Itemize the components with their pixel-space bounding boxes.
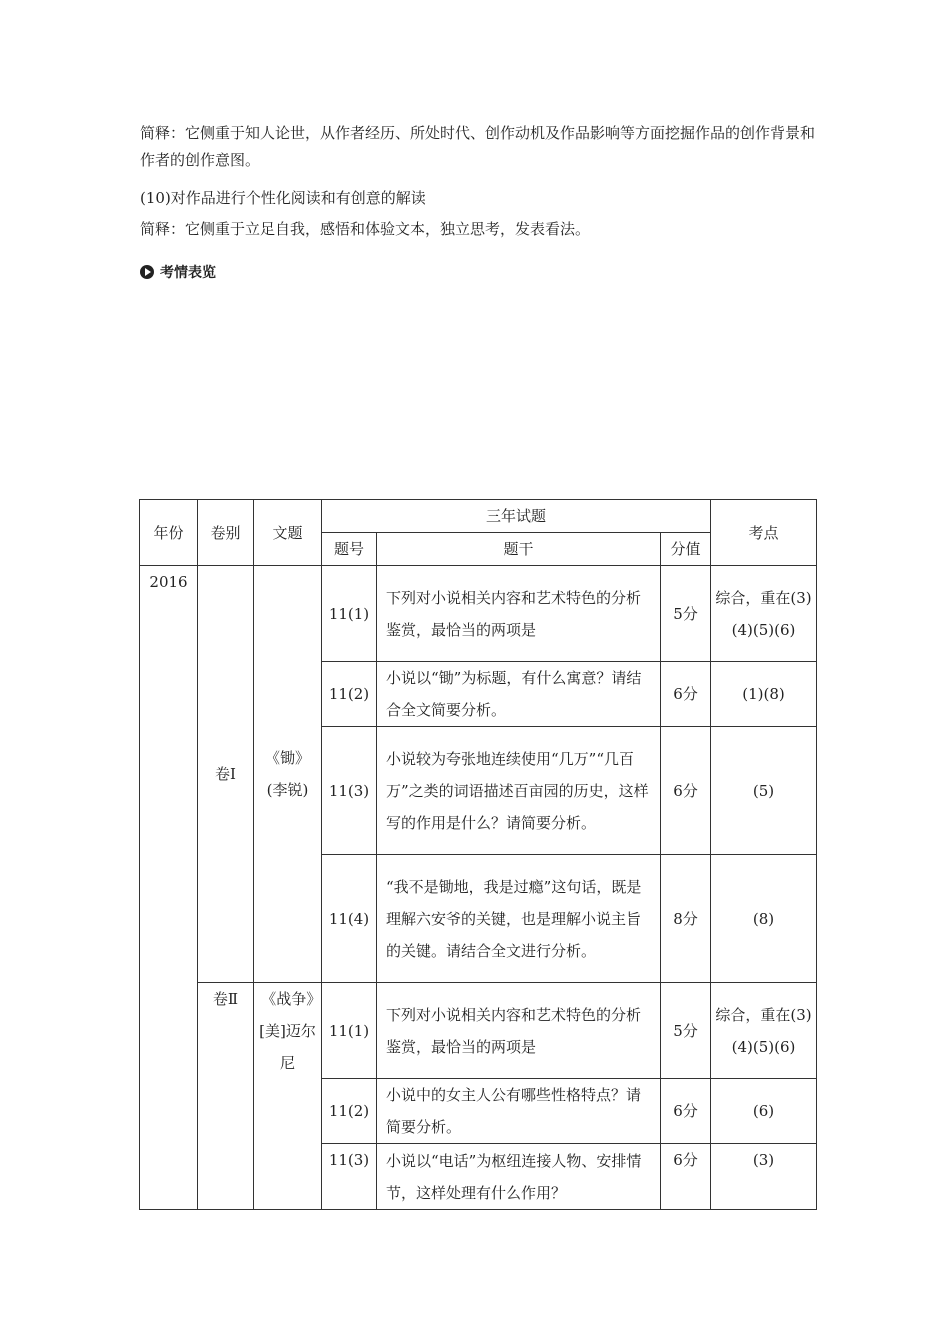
header-qnum: 题号 bbox=[322, 533, 377, 566]
stem-cell: 下列对小说相关内容和艺术特色的分析鉴赏，最恰当的两项是 bbox=[377, 983, 661, 1079]
stem-cell: “我不是锄地，我是过瘾”这句话，既是理解六安爷的关键，也是理解小说主旨的关键。请结合全文进行分析。 bbox=[377, 855, 661, 983]
intro-paragraph-1: 简释：它侧重于知人论世，从作者经历、所处时代、创作动机及作品影响等方面挖掘作品的创作背景和作者的创作意图。 bbox=[140, 124, 816, 169]
point-cell: (3) bbox=[711, 1144, 817, 1210]
header-stem: 题干 bbox=[377, 533, 661, 566]
qnum-cell: 11(3) bbox=[322, 1144, 377, 1210]
qnum-cell: 11(1) bbox=[322, 566, 377, 662]
score-cell: 6分 bbox=[661, 727, 711, 855]
intro-item-10: (10)对作品进行个性化阅读和有创意的解读 bbox=[140, 189, 426, 207]
qnum-cell: 11(2) bbox=[322, 662, 377, 727]
score-cell: 5分 bbox=[661, 566, 711, 662]
point-cell: 综合，重在(3)(4)(5)(6) bbox=[711, 983, 817, 1079]
stem-cell: 小说以“电话”为枢纽连接人物、安排情节，这样处理有什么作用？ bbox=[377, 1144, 661, 1210]
play-circle-icon bbox=[140, 265, 154, 279]
point-cell: (6) bbox=[711, 1079, 817, 1144]
text-title-cell: 《战争》[美]迈尔尼 bbox=[254, 983, 322, 1210]
score-cell: 6分 bbox=[661, 662, 711, 727]
exam-table bbox=[139, 499, 817, 1210]
stem-cell: 小说中的女主人公有哪些性格特点？请简要分析。 bbox=[377, 1079, 661, 1144]
qnum-cell: 11(2) bbox=[322, 1079, 377, 1144]
qnum-cell: 11(3) bbox=[322, 727, 377, 855]
text-title-cell: 《锄》(李锐) bbox=[254, 566, 322, 983]
point-cell: (8) bbox=[711, 855, 817, 983]
volume-cell: 卷Ⅰ bbox=[198, 566, 254, 983]
point-cell: 综合，重在(3)(4)(5)(6) bbox=[711, 566, 817, 662]
score-cell: 5分 bbox=[661, 983, 711, 1079]
score-cell: 8分 bbox=[661, 855, 711, 983]
point-cell: (5) bbox=[711, 727, 817, 855]
stem-cell: 下列对小说相关内容和艺术特色的分析鉴赏，最恰当的两项是 bbox=[377, 566, 661, 662]
score-cell: 6分 bbox=[661, 1144, 711, 1210]
header-volume: 卷别 bbox=[198, 500, 254, 566]
stem-cell: 小说以“锄”为标题，有什么寓意？请结合全文简要分析。 bbox=[377, 662, 661, 727]
header-text: 文题 bbox=[254, 500, 322, 566]
intro-paragraph-2: 简释：它侧重于立足自我，感悟和体验文本，独立思考，发表看法。 bbox=[140, 220, 591, 238]
volume-cell: 卷Ⅱ bbox=[198, 983, 254, 1210]
qnum-cell: 11(1) bbox=[322, 983, 377, 1079]
header-point: 考点 bbox=[711, 500, 817, 566]
year-cell: 2016 bbox=[140, 566, 198, 1210]
stem-cell: 小说较为夸张地连续使用“几万”“几百万”之类的词语描述百亩园的历史，这样写的作用是什么？请简要分析。 bbox=[377, 727, 661, 855]
score-cell: 6分 bbox=[661, 1079, 711, 1144]
header-score: 分值 bbox=[661, 533, 711, 566]
qnum-cell: 11(4) bbox=[322, 855, 377, 983]
header-three-years: 三年试题 bbox=[322, 500, 711, 533]
header-year: 年份 bbox=[140, 500, 198, 566]
point-cell: (1)(8) bbox=[711, 662, 817, 727]
section-heading-text: 考情表览 bbox=[160, 265, 216, 281]
section-heading bbox=[140, 262, 216, 282]
